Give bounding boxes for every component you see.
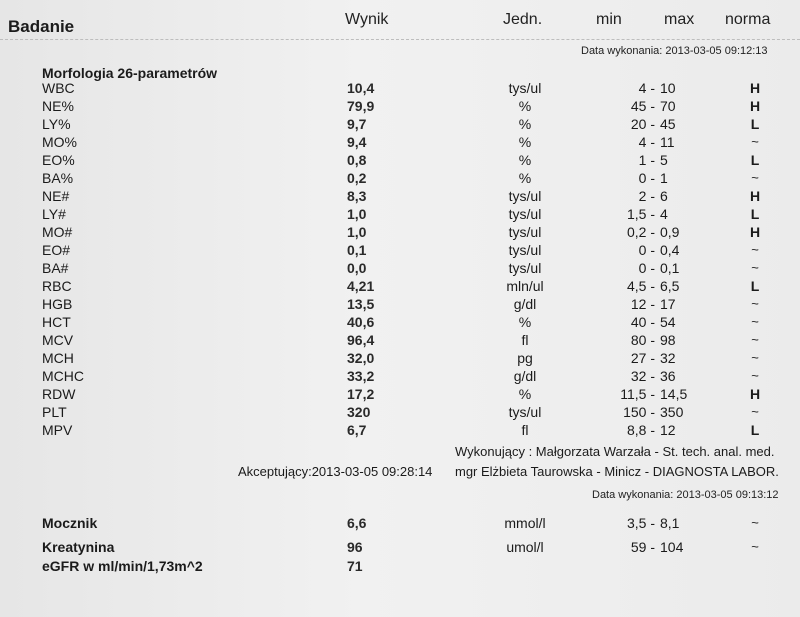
test-name: MPV <box>42 422 73 438</box>
table-row <box>0 539 800 559</box>
result-value: 320 <box>347 404 371 420</box>
result-value: 17,2 <box>347 386 375 402</box>
range-min: 4 - <box>638 80 655 96</box>
table-row <box>0 206 800 224</box>
range-max: 1 <box>660 170 668 186</box>
table-row <box>0 515 800 535</box>
range-min: 0 - <box>638 242 655 258</box>
test-name: MCH <box>42 350 74 366</box>
result-value: 96 <box>347 539 363 555</box>
unit: tys/ul <box>508 404 542 420</box>
table-row <box>0 350 800 368</box>
range-max: 14,5 <box>660 386 688 402</box>
result-value: 0,8 <box>347 152 367 168</box>
norm-flag: H <box>749 224 761 240</box>
range-max: 17 <box>660 296 676 312</box>
result-value: 0,1 <box>347 242 367 258</box>
test-name: HGB <box>42 296 73 312</box>
result-value: 96,4 <box>347 332 375 348</box>
test-name: NE% <box>42 98 74 114</box>
morfologia-date: Data wykonania: 2013-03-05 09:12:13 <box>581 45 768 57</box>
range-min: 8,8 - <box>626 422 655 438</box>
unit: umol/l <box>506 539 544 555</box>
header-divider <box>0 39 800 40</box>
range-max: 10 <box>660 80 676 96</box>
result-value: 79,9 <box>347 98 375 114</box>
result-value: 0,2 <box>347 170 367 186</box>
range-max: 0,4 <box>660 242 680 258</box>
unit: tys/ul <box>508 80 542 96</box>
table-row <box>0 386 800 404</box>
unit: % <box>518 134 532 150</box>
unit: % <box>518 170 532 186</box>
range-max: 6 <box>660 188 668 204</box>
result-value: 6,6 <box>347 515 367 531</box>
test-name: LY% <box>42 116 71 132</box>
performed-by: Wykonujący : Małgorzata Warzała - St. tech. anal. med. <box>455 444 775 459</box>
range-min: 0,2 - <box>626 224 655 240</box>
range-min: 59 - <box>630 539 655 555</box>
result-value: 0,0 <box>347 260 367 276</box>
norm-flag: H <box>749 386 761 402</box>
result-value: 9,4 <box>347 134 367 150</box>
result-value: 1,0 <box>347 206 367 222</box>
column-header-test: Badanie <box>8 17 75 36</box>
norm-flag: ~ <box>751 515 759 530</box>
range-max: 11 <box>660 134 675 150</box>
range-max: 6,5 <box>660 278 680 294</box>
test-name: HCT <box>42 314 71 330</box>
range-min: 32 - <box>630 368 655 384</box>
norm-flag: ~ <box>751 332 759 347</box>
column-header-unit: Jedn. <box>503 11 543 28</box>
morfologia-section-title: Morfologia 26-parametrów <box>42 65 218 81</box>
test-name: MCV <box>42 332 74 348</box>
range-max: 32 <box>660 350 676 366</box>
test-name: EO# <box>42 242 71 258</box>
range-min: 40 - <box>630 314 655 330</box>
norm-flag: H <box>749 98 761 114</box>
unit: % <box>518 152 532 168</box>
test-name: EO% <box>42 152 75 168</box>
table-row <box>0 188 800 206</box>
range-min: 27 - <box>630 350 655 366</box>
norm-flag: ~ <box>751 296 759 311</box>
range-max: 12 <box>660 422 676 438</box>
result-value: 1,0 <box>347 224 367 240</box>
test-name: Kreatynina <box>42 539 115 555</box>
result-value: 13,5 <box>347 296 375 312</box>
unit: g/dl <box>513 296 537 312</box>
range-min: 4,5 - <box>626 278 655 294</box>
test-name: MCHC <box>42 368 84 384</box>
table-row <box>0 80 800 98</box>
range-min: 3,5 - <box>626 515 655 531</box>
norm-flag: H <box>749 188 761 204</box>
range-max: 70 <box>660 98 676 114</box>
table-row <box>0 260 800 278</box>
unit: % <box>518 116 532 132</box>
unit: mln/ul <box>506 278 544 294</box>
norm-flag: L <box>750 152 760 168</box>
norm-flag: ~ <box>751 260 759 275</box>
column-header-result: Wynik <box>345 11 389 28</box>
range-max: 36 <box>660 368 676 384</box>
norm-flag: L <box>750 422 760 438</box>
table-row <box>0 368 800 386</box>
unit: % <box>518 386 532 402</box>
range-min: 1 - <box>638 152 655 168</box>
accepted-timestamp: Akceptujący:2013-03-05 09:28:14 <box>238 464 433 479</box>
result-value: 4,21 <box>347 278 375 294</box>
range-max: 4 <box>660 206 668 222</box>
norm-flag: L <box>750 278 760 294</box>
range-max: 0,9 <box>660 224 680 240</box>
chemistry-date: Data wykonania: 2013-03-05 09:13:12 <box>592 489 779 501</box>
norm-flag: ~ <box>751 404 759 419</box>
result-value: 9,7 <box>347 116 367 132</box>
norm-flag: ~ <box>751 368 759 383</box>
unit: mmol/l <box>504 515 546 531</box>
range-max: 8,1 <box>660 515 680 531</box>
test-name: RBC <box>42 278 72 294</box>
norm-flag: ~ <box>751 314 759 329</box>
test-name: LY# <box>42 206 66 222</box>
test-name: MO# <box>42 224 73 240</box>
range-min: 150 - <box>623 404 655 420</box>
column-header-norm: norma <box>725 11 771 28</box>
range-min: 80 - <box>630 332 655 348</box>
range-min: 2 - <box>638 188 655 204</box>
result-value: 71 <box>347 558 363 574</box>
test-name: MO% <box>42 134 77 150</box>
table-row <box>0 404 800 422</box>
test-name: WBC <box>42 80 75 96</box>
table-row <box>0 242 800 260</box>
unit: pg <box>517 350 533 366</box>
range-max: 5 <box>660 152 668 168</box>
table-row <box>0 224 800 242</box>
table-row <box>0 98 800 116</box>
unit: tys/ul <box>508 188 542 204</box>
column-header-max: max <box>664 11 695 28</box>
accepted-by: mgr Elżbieta Taurowska - Minicz - DIAGNOSTA LABOR. <box>455 464 779 479</box>
table-row <box>0 314 800 332</box>
test-name: BA% <box>42 170 74 186</box>
norm-flag: ~ <box>751 170 759 185</box>
result-value: 40,6 <box>347 314 375 330</box>
range-min: 1,5 - <box>626 206 655 222</box>
range-max: 98 <box>660 332 676 348</box>
test-name: Mocznik <box>42 515 98 531</box>
unit: tys/ul <box>508 224 542 240</box>
table-row <box>0 278 800 296</box>
range-max: 45 <box>660 116 676 132</box>
table-row <box>0 134 800 152</box>
test-name: PLT <box>42 404 67 420</box>
unit: tys/ul <box>508 260 542 276</box>
table-row <box>0 170 800 188</box>
range-max: 0,1 <box>660 260 680 276</box>
range-min: 11,5 - <box>620 386 655 402</box>
range-min: 0 - <box>638 260 655 276</box>
unit: tys/ul <box>508 206 542 222</box>
column-header-min: min <box>596 11 622 28</box>
test-name: eGFR w ml/min/1,73m^2 <box>42 558 203 574</box>
norm-flag: ~ <box>751 350 759 365</box>
unit: % <box>518 98 532 114</box>
table-row <box>0 422 800 440</box>
result-value: 32,0 <box>347 350 375 366</box>
unit: fl <box>521 332 529 348</box>
norm-flag: H <box>749 80 761 96</box>
norm-flag: ~ <box>751 539 759 554</box>
table-row <box>0 116 800 134</box>
test-name: BA# <box>42 260 69 276</box>
range-min: 0 - <box>638 170 655 186</box>
unit: % <box>518 314 532 330</box>
unit: tys/ul <box>508 242 542 258</box>
range-max: 54 <box>660 314 676 330</box>
test-name: RDW <box>42 386 76 402</box>
range-max: 104 <box>660 539 684 555</box>
range-min: 4 - <box>638 134 655 150</box>
result-value: 6,7 <box>347 422 367 438</box>
norm-flag: ~ <box>751 134 759 149</box>
table-row <box>0 558 800 578</box>
norm-flag: L <box>750 206 760 222</box>
unit: fl <box>521 422 529 438</box>
result-value: 10,4 <box>347 80 375 96</box>
range-min: 12 - <box>630 296 655 312</box>
table-row <box>0 152 800 170</box>
norm-flag: ~ <box>751 242 759 257</box>
result-value: 33,2 <box>347 368 375 384</box>
result-value: 8,3 <box>347 188 367 204</box>
test-name: NE# <box>42 188 70 204</box>
norm-flag: L <box>750 116 760 132</box>
range-max: 350 <box>660 404 684 420</box>
table-row <box>0 296 800 314</box>
range-min: 45 - <box>630 98 655 114</box>
table-row <box>0 332 800 350</box>
range-min: 20 - <box>630 116 655 132</box>
unit: g/dl <box>513 368 537 384</box>
